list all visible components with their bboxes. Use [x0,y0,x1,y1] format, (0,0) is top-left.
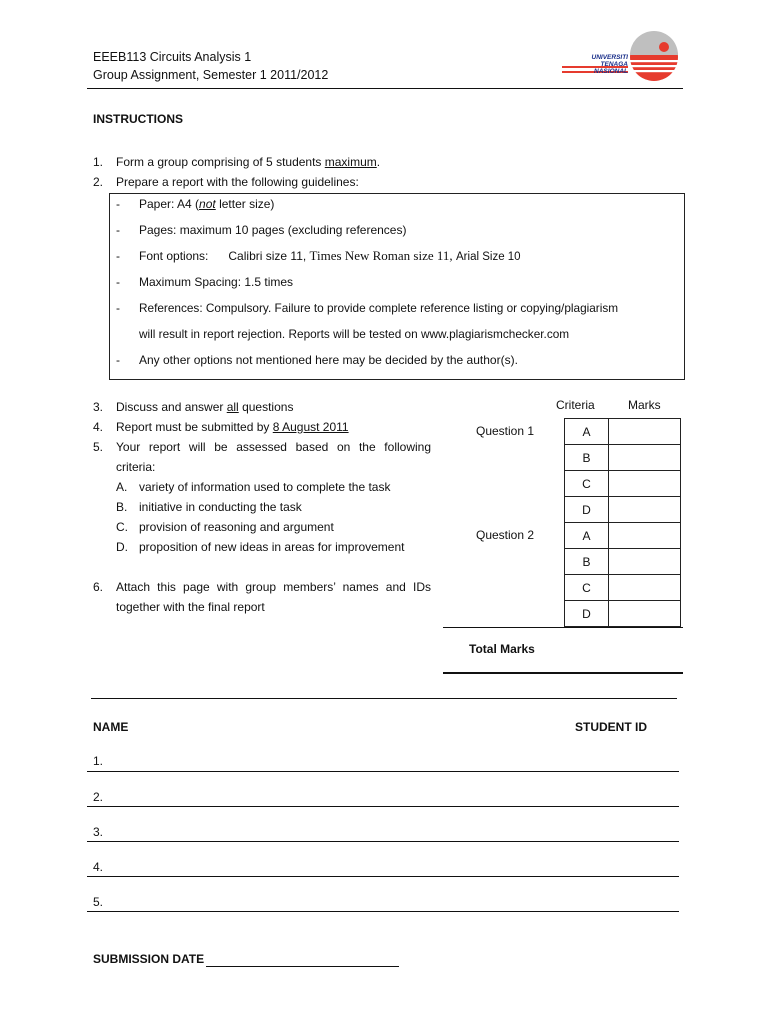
section-divider [91,698,677,699]
member-row-5-number: 5. [93,895,104,909]
member-row-3-line[interactable] [87,841,679,842]
table-row: A [565,419,681,445]
member-row-2-line[interactable] [87,806,679,807]
header-divider [87,88,683,89]
marks-cell[interactable] [609,549,681,575]
member-row-2-number: 2. [93,790,104,804]
marks-table [564,418,681,627]
marks-cell[interactable] [609,575,681,601]
logo-wordmark: UNIVERSITI TENAGA NASIONAL [591,54,628,75]
submission-date-line[interactable] [206,966,399,967]
member-row-1-number: 1. [93,754,104,768]
table-row: C [565,575,681,601]
member-row-4-line[interactable] [87,876,679,877]
assignment-subtitle: Group Assignment, Semester 1 2011/2012 [93,68,329,82]
table-row: A [565,523,681,549]
question-1-label: Question 1 [476,424,535,438]
marks-cell[interactable] [609,471,681,497]
name-column-label: NAME [93,720,129,734]
marks-column-header: Marks [628,398,661,412]
table-row: D [565,497,681,523]
member-row-3-number: 3. [93,825,104,839]
marks-cell[interactable] [609,445,681,471]
total-marks-label: Total Marks [469,642,535,656]
criteria-column-header: Criteria [556,398,595,412]
marks-cell[interactable] [609,419,681,445]
marks-cell[interactable] [609,523,681,549]
marks-cell[interactable] [609,601,681,627]
submission-date-label: SUBMISSION DATE [93,952,205,966]
table-row: B [565,549,681,575]
university-logo [560,30,685,86]
table-row: D [565,601,681,627]
member-row-5-line[interactable] [87,911,679,912]
course-title: EEEB113 Circuits Analysis 1 [93,50,252,64]
student-id-column-label: STUDENT ID [575,720,647,734]
marks-cell[interactable] [609,497,681,523]
instructions-heading: INSTRUCTIONS [93,112,183,126]
member-row-4-number: 4. [93,860,104,874]
table-row: B [565,445,681,471]
member-row-1-line[interactable] [87,771,679,772]
table-row: C [565,471,681,497]
total-marks-line[interactable] [443,672,683,674]
question-2-label: Question 2 [476,528,535,542]
table-baseline [443,627,683,628]
